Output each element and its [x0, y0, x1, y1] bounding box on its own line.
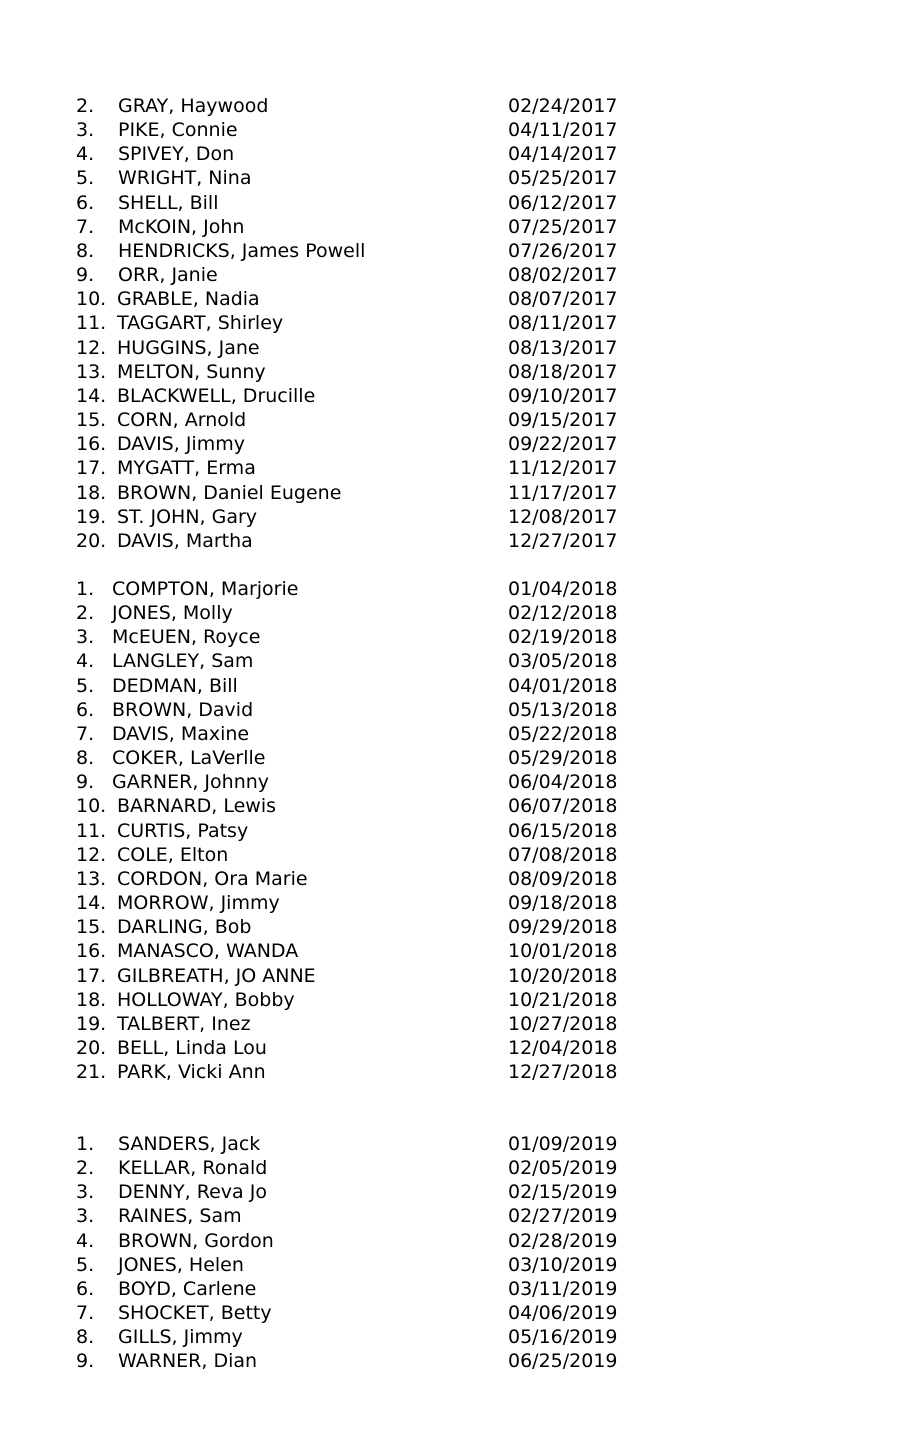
entry-date: 12/27/2018 [508, 1061, 618, 1084]
entry-name: ST. JOHN, Gary [117, 505, 258, 528]
entry-name: BOYD, Carlene [118, 1277, 257, 1300]
entry-date: 08/13/2017 [508, 336, 618, 359]
entry-date: 11/12/2017 [508, 457, 618, 480]
entry-number: 6. [76, 191, 95, 214]
entry-number: 9. [76, 264, 95, 287]
entry-name: MYGATT, Erma [117, 457, 256, 480]
entry-number: 1. [76, 1133, 95, 1155]
entry-name: GILBREATH, JO ANNE [117, 964, 316, 987]
list-item [0, 649, 912, 673]
entry-date: 07/26/2017 [508, 239, 618, 262]
entry-name: MANASCO, WANDA [117, 940, 299, 963]
entry-number: 5. [76, 674, 95, 697]
list-item [0, 867, 912, 891]
entry-number: 8. [76, 239, 95, 262]
entry-number: 17. [76, 964, 107, 987]
list-item [0, 746, 912, 770]
entry-date: 02/15/2019 [508, 1181, 618, 1204]
list-item [0, 263, 912, 287]
entry-name: DARLING, Bob [117, 916, 252, 939]
entry-name: BROWN, Daniel Eugene [117, 481, 342, 504]
list-item [0, 1060, 912, 1084]
entry-name: COLE, Elton [117, 843, 229, 866]
entry-name: TALBERT, Inez [117, 1012, 251, 1035]
entry-name: CORDON, Ora Marie [117, 867, 308, 890]
entry-number: 15. [76, 409, 107, 432]
entry-number: 6. [76, 1277, 95, 1300]
entry-number: 2. [76, 95, 95, 117]
entry-name: BARNARD, Lewis [117, 795, 277, 818]
entry-name: BLACKWELL, Drucille [117, 384, 316, 407]
list-item [0, 1349, 912, 1373]
list-item [0, 843, 912, 867]
entry-name: JONES, Helen [118, 1253, 244, 1276]
entry-name: COKER, LaVerlle [112, 747, 266, 770]
entry-date: 04/01/2018 [508, 674, 618, 697]
entry-name: RAINES, Sam [118, 1205, 242, 1228]
entry-number: 5. [76, 1253, 95, 1276]
entry-number: 12. [76, 843, 107, 866]
entry-number: 21. [76, 1061, 107, 1084]
entry-name: McKOIN, John [118, 215, 245, 238]
entry-number: 8. [76, 1326, 95, 1349]
entry-date: 05/25/2017 [508, 167, 618, 190]
entry-number: 9. [76, 1350, 95, 1373]
list-section-2019 [0, 1132, 912, 1374]
entry-date: 04/06/2019 [508, 1302, 618, 1325]
entry-number: 5. [76, 167, 95, 190]
entry-date: 09/15/2017 [508, 409, 618, 432]
entry-name: PARK, Vicki Ann [117, 1061, 266, 1084]
list-item [0, 770, 912, 794]
entry-date: 02/24/2017 [508, 95, 618, 117]
entry-number: 13. [76, 867, 107, 890]
entry-name: HUGGINS, Jane [117, 336, 260, 359]
list-item [0, 505, 912, 529]
entry-name: WARNER, Dian [118, 1350, 258, 1373]
entry-date: 12/27/2017 [508, 529, 618, 552]
list-item [0, 360, 912, 384]
entry-number: 12. [76, 336, 107, 359]
list-item [0, 408, 912, 432]
list-item [0, 601, 912, 625]
list-item [0, 674, 912, 698]
list-item [0, 166, 912, 190]
list-item [0, 384, 912, 408]
entry-date: 06/12/2017 [508, 191, 618, 214]
entry-number: 16. [76, 940, 107, 963]
entry-date: 02/19/2018 [508, 626, 618, 649]
entry-number: 3. [76, 1181, 95, 1204]
list-item [0, 118, 912, 142]
entry-name: ORR, Janie [118, 264, 218, 287]
list-item [0, 1036, 912, 1060]
entry-number: 16. [76, 433, 107, 456]
entry-name: GRABLE, Nadia [117, 288, 260, 311]
list-item [0, 94, 912, 118]
list-item [0, 1301, 912, 1325]
entry-number: 20. [76, 1036, 107, 1059]
entry-name: COMPTON, Marjorie [112, 578, 299, 600]
list-section-2018 [0, 577, 912, 1084]
list-item [0, 481, 912, 505]
list-item [0, 1204, 912, 1228]
entry-number: 4. [76, 650, 95, 673]
entry-date: 08/07/2017 [508, 288, 618, 311]
list-item [0, 336, 912, 360]
entry-name: HENDRICKS, James Powell [118, 239, 366, 262]
entry-name: SHOCKET, Betty [118, 1302, 272, 1325]
list-item [0, 698, 912, 722]
entry-number: 10. [76, 795, 107, 818]
entry-date: 07/25/2017 [508, 215, 618, 238]
entry-date: 07/08/2018 [508, 843, 618, 866]
entry-date: 11/17/2017 [508, 481, 618, 504]
list-item [0, 215, 912, 239]
entry-name: BROWN, David [112, 698, 254, 721]
entry-date: 02/12/2018 [508, 602, 618, 625]
entry-name: GARNER, Johnny [112, 771, 270, 794]
entry-name: MORROW, Jimmy [117, 892, 280, 915]
list-item [0, 239, 912, 263]
entry-number: 19. [76, 505, 107, 528]
entry-date: 05/13/2018 [508, 698, 618, 721]
entry-name: SANDERS, Jack [118, 1133, 261, 1155]
entry-number: 10. [76, 288, 107, 311]
entry-number: 18. [76, 481, 107, 504]
entry-number: 11. [76, 312, 107, 335]
entry-date: 09/29/2018 [508, 916, 618, 939]
entry-number: 2. [76, 1157, 95, 1180]
list-item [0, 142, 912, 166]
entry-name: WRIGHT, Nina [118, 167, 252, 190]
list-item [0, 1132, 912, 1156]
entry-name: BROWN, Gordon [118, 1229, 274, 1252]
entry-name: CURTIS, Patsy [117, 819, 249, 842]
entry-name: KELLAR, Ronald [118, 1157, 268, 1180]
list-item [0, 939, 912, 963]
entry-number: 19. [76, 1012, 107, 1035]
entry-date: 02/05/2019 [508, 1157, 618, 1180]
entry-number: 1. [76, 578, 95, 600]
entry-date: 10/27/2018 [508, 1012, 618, 1035]
entry-number: 13. [76, 360, 107, 383]
entry-number: 2. [76, 602, 95, 625]
entry-number: 3. [76, 1205, 95, 1228]
entry-name: HOLLOWAY, Bobby [117, 988, 295, 1011]
entry-date: 01/09/2019 [508, 1133, 618, 1155]
list-item [0, 988, 912, 1012]
entry-number: 7. [76, 722, 95, 745]
entry-number: 4. [76, 143, 95, 166]
entry-date: 02/28/2019 [508, 1229, 618, 1252]
entry-date: 04/11/2017 [508, 119, 618, 142]
entry-name: DEDMAN, Bill [112, 674, 238, 697]
entry-date: 03/10/2019 [508, 1253, 618, 1276]
entry-name: GRAY, Haywood [118, 95, 269, 117]
entry-date: 03/11/2019 [508, 1277, 618, 1300]
entry-name: CORN, Arnold [117, 409, 247, 432]
entry-number: 6. [76, 698, 95, 721]
entry-number: 17. [76, 457, 107, 480]
list-item [0, 722, 912, 746]
entry-name: SPIVEY, Don [118, 143, 235, 166]
list-item [0, 529, 912, 553]
list-item [0, 311, 912, 335]
entry-date: 08/18/2017 [508, 360, 618, 383]
entry-date: 08/11/2017 [508, 312, 618, 335]
entry-date: 04/14/2017 [508, 143, 618, 166]
list-item [0, 964, 912, 988]
list-item [0, 432, 912, 456]
entry-name: LANGLEY, Sam [112, 650, 254, 673]
entry-number: 3. [76, 626, 95, 649]
entry-name: BELL, Linda Lou [117, 1036, 267, 1059]
entry-name: DAVIS, Maxine [112, 722, 250, 745]
list-item [0, 819, 912, 843]
list-item [0, 1156, 912, 1180]
entry-date: 06/04/2018 [508, 771, 618, 794]
list-item [0, 1277, 912, 1301]
list-item [0, 625, 912, 649]
entry-number: 8. [76, 747, 95, 770]
entry-date: 05/29/2018 [508, 747, 618, 770]
entry-name: PIKE, Connie [118, 119, 238, 142]
list-item [0, 456, 912, 480]
list-item [0, 794, 912, 818]
entry-number: 7. [76, 1302, 95, 1325]
entry-date: 10/20/2018 [508, 964, 618, 987]
entry-date: 12/04/2018 [508, 1036, 618, 1059]
entry-name: MELTON, Sunny [117, 360, 266, 383]
entry-date: 10/21/2018 [508, 988, 618, 1011]
entry-date: 09/10/2017 [508, 384, 618, 407]
entry-date: 09/22/2017 [508, 433, 618, 456]
entry-name: McEUEN, Royce [112, 626, 261, 649]
entry-name: DAVIS, Martha [117, 529, 253, 552]
entry-date: 06/25/2019 [508, 1350, 618, 1373]
list-item [0, 915, 912, 939]
entry-name: DAVIS, Jimmy [117, 433, 245, 456]
entry-name: TAGGART, Shirley [117, 312, 284, 335]
entry-date: 09/18/2018 [508, 892, 618, 915]
entry-name: SHELL, Bill [118, 191, 219, 214]
entry-number: 14. [76, 892, 107, 915]
list-item [0, 1325, 912, 1349]
entry-number: 7. [76, 215, 95, 238]
entry-number: 9. [76, 771, 95, 794]
entry-name: GILLS, Jimmy [118, 1326, 243, 1349]
entry-date: 02/27/2019 [508, 1205, 618, 1228]
entry-date: 01/04/2018 [508, 578, 618, 600]
entry-number: 4. [76, 1229, 95, 1252]
entry-name: JONES, Molly [112, 602, 233, 625]
entry-number: 18. [76, 988, 107, 1011]
entry-number: 3. [76, 119, 95, 142]
list-item [0, 287, 912, 311]
entry-number: 15. [76, 916, 107, 939]
entry-date: 10/01/2018 [508, 940, 618, 963]
list-item [0, 1012, 912, 1036]
entry-date: 03/05/2018 [508, 650, 618, 673]
entry-number: 20. [76, 529, 107, 552]
list-item [0, 577, 912, 601]
list-item [0, 191, 912, 215]
entry-number: 14. [76, 384, 107, 407]
entry-date: 05/16/2019 [508, 1326, 618, 1349]
entry-date: 06/15/2018 [508, 819, 618, 842]
entry-date: 08/02/2017 [508, 264, 618, 287]
entry-name: DENNY, Reva Jo [118, 1181, 267, 1204]
entry-date: 05/22/2018 [508, 722, 618, 745]
entry-date: 06/07/2018 [508, 795, 618, 818]
list-section-2017 [0, 94, 912, 553]
list-item [0, 891, 912, 915]
entry-date: 12/08/2017 [508, 505, 618, 528]
entry-date: 08/09/2018 [508, 867, 618, 890]
list-item [0, 1180, 912, 1204]
entry-number: 11. [76, 819, 107, 842]
list-item [0, 1253, 912, 1277]
list-item [0, 1229, 912, 1253]
